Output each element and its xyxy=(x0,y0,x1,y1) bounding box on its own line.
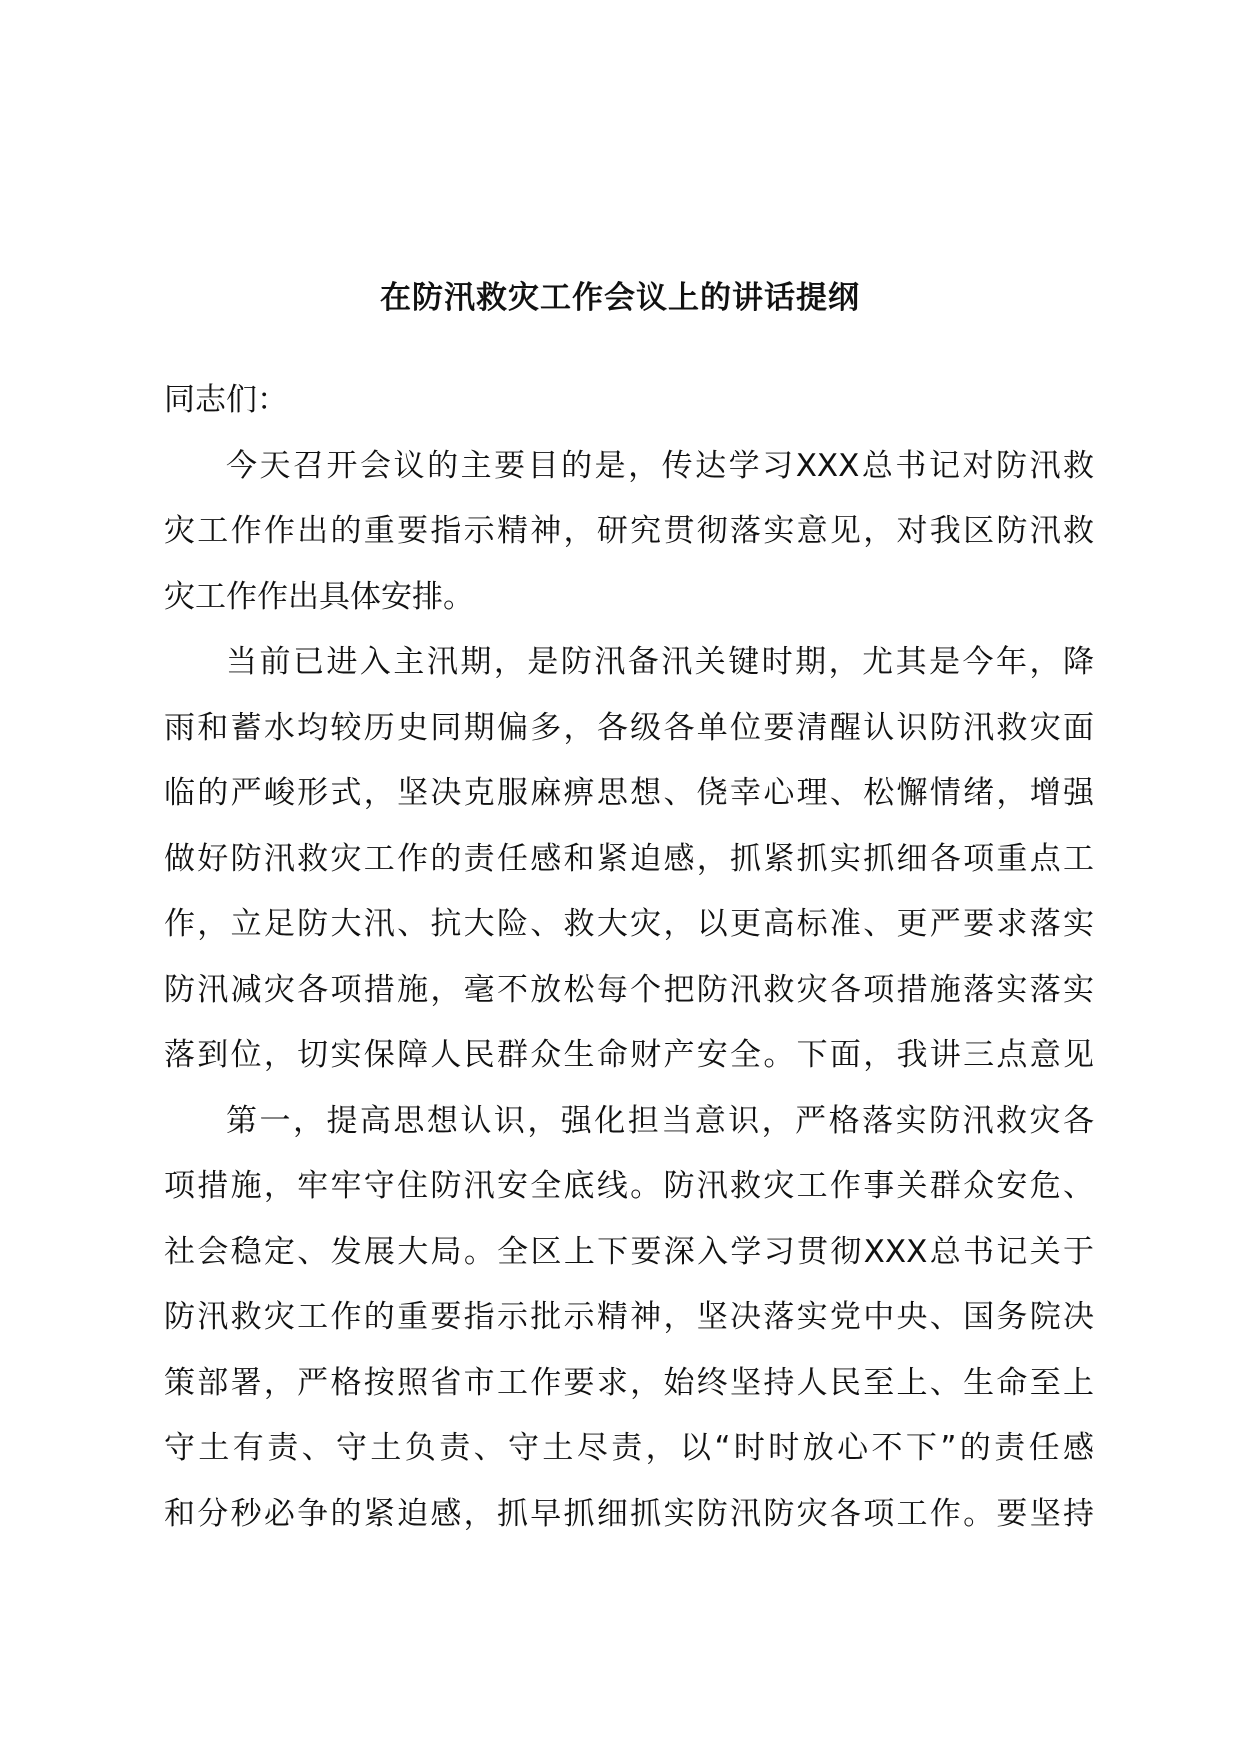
document-body xyxy=(164,368,1094,1547)
document-title: 在防汛救灾工作会议上的讲话提纲 xyxy=(380,280,860,316)
body-line: 灾工作作出的重要指示精神，研究贯彻落实意见，对我区防汛救 xyxy=(164,513,1094,549)
body-line: 策部署，严格按照省市工作要求，始终坚持人民至上、生命至上 xyxy=(164,1364,1094,1401)
body-line: 守土有责、守土负责、守土尽责，以“时时放心不下”的责任感 xyxy=(164,1430,1094,1466)
body-line: 防汛救灾工作的重要指示批示精神，坚决落实党中央、国务院决 xyxy=(164,1299,1094,1335)
body-line: 防汛减灾各项措施，毫不放松每个把防汛救灾各项措施落实落实 xyxy=(164,971,1094,1008)
body-line: 社会稳定、发展大局。全区上下要深入学习贯彻XXX总书记关于 xyxy=(164,1233,1094,1270)
body-line: 落到位，切实保障人民群众生命财产安全。下面，我讲三点意见 xyxy=(164,1037,1094,1073)
body-line: 作，立足防大汛、抗大险、救大灾，以更高标准、更严要求落实 xyxy=(164,906,1094,942)
body-line: 第一，提高思想认识，强化担当意识，严格落实防汛救灾各 xyxy=(226,1102,1094,1139)
body-line: 和分秒必争的紧迫感，抓早抓细抓实防汛防灾各项工作。要坚持 xyxy=(164,1495,1094,1532)
body-line: 当前已进入主汛期，是防汛备汛关键时期，尤其是今年，降 xyxy=(226,644,1094,680)
body-line: 同志们： xyxy=(164,382,288,418)
body-line: 雨和蓄水均较历史同期偏多，各级各单位要清醒认识防汛救灾面 xyxy=(164,709,1094,746)
body-line: 今天召开会议的主要目的是，传达学习XXX总书记对防汛救 xyxy=(226,447,1094,484)
body-line: 项措施，牢牢守住防汛安全底线。防汛救灾工作事关群众安危、 xyxy=(164,1168,1094,1204)
body-line: 临的严峻形式，坚决克服麻痹思想、侥幸心理、松懈情绪，增强 xyxy=(164,775,1094,811)
body-line: 做好防汛救灾工作的责任感和紧迫感，抓紧抓实抓细各项重点工 xyxy=(164,840,1094,877)
body-line: 灾工作作出具体安排。 xyxy=(164,578,474,615)
